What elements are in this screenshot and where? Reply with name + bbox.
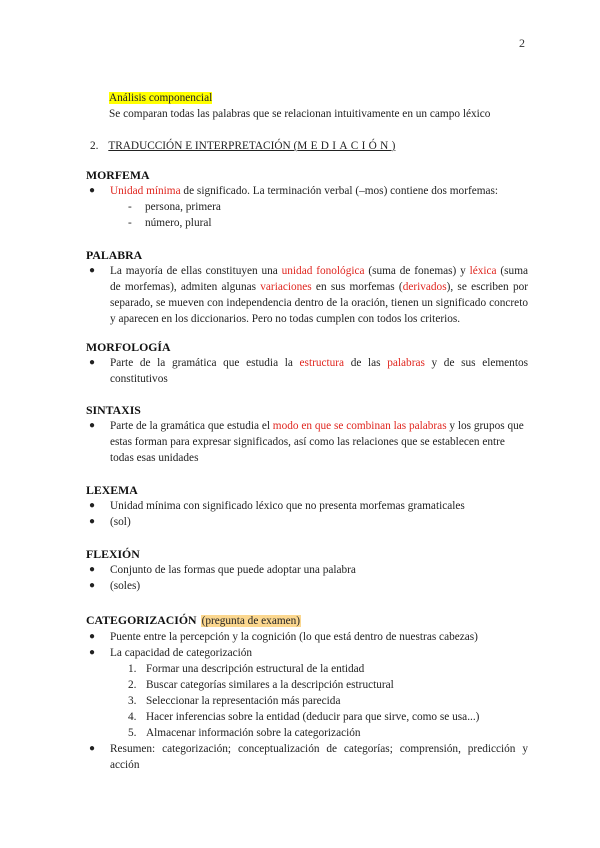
intro-title-highlight: Análisis componencial — [109, 92, 213, 104]
categorizacion-step: 1. Formar una descripción estructural de la entidad — [128, 663, 365, 675]
categorizacion-step: 3. Seleccionar la representación más parecida — [128, 695, 341, 707]
categorizacion-section — [86, 611, 528, 773]
bullet-icon: ● — [89, 580, 96, 591]
categorizacion-heading-row — [86, 611, 528, 629]
categorizacion-step: 5. Almacenar información sobre la categorización — [128, 727, 361, 739]
section-2-number: 2. — [90, 140, 99, 152]
categorizacion-step: 4. Hacer inferencias sobre la entidad (deducir para que sirve, como se usa...) — [128, 711, 480, 723]
section-2-title: TRADUCCIÓN E INTERPRETACIÓN (MEDIACIÓN) — [108, 140, 396, 152]
bullet-icon: ● — [89, 631, 96, 642]
page-number: 2 — [519, 36, 525, 50]
bullet-icon: ● — [89, 647, 96, 658]
flexion-section — [86, 547, 528, 594]
categorizacion-item: ● La capacidad de categorización — [89, 647, 253, 659]
bullet-icon: ● — [89, 564, 96, 575]
bullet-icon: ● — [89, 516, 96, 527]
section-2-heading — [90, 138, 395, 154]
dash-icon: - — [128, 201, 132, 213]
dash-icon: - — [128, 217, 132, 229]
morfema-subitem: - número, plural — [128, 217, 212, 229]
intro-title — [109, 90, 212, 106]
morfema-subitem: - persona, primera — [128, 201, 221, 213]
morfologia-heading: MORFOLOGÍA — [86, 340, 171, 354]
categorizacion-item: ● Resumen: categorización; conceptualización de categorías; comprensión, predicción y acción — [89, 743, 528, 771]
lexema-heading: LEXEMA — [86, 483, 138, 497]
lexema-section — [86, 483, 528, 530]
exam-question-badge: (pregunta de examen) — [201, 615, 301, 627]
lexema-item: ● (sol) — [89, 516, 131, 528]
morfema-item: ● Unidad mínima de significado. La terminación verbal (–mos) contiene dos morfemas: — [89, 185, 499, 197]
bullet-icon: ● — [89, 265, 96, 276]
morfologia-section — [86, 340, 528, 387]
flexion-item: ● Conjunto de las formas que puede adoptar una palabra — [89, 564, 356, 576]
palabra-item: ● La mayoría de ellas constituyen una unidad fonológica (suma de fonemas) y léxica (suma de morfemas), admiten algunas variaciones en sus morfemas (derivados), se escriben por separado, se mueven con independencia dentro de la oración, tienen un significado concreto y aparecen en los diccionarios. Pero no todas cumplen con todos los criterios. — [89, 265, 529, 325]
bullet-icon: ● — [89, 500, 96, 511]
palabra-heading: PALABRA — [86, 248, 143, 262]
palabra-section — [86, 248, 528, 327]
bullet-icon: ● — [89, 743, 96, 754]
flexion-item: ● (soles) — [89, 580, 141, 592]
sintaxis-heading: SINTAXIS — [86, 403, 141, 417]
sintaxis-item: ● Parte de la gramática que estudia el modo en que se combinan las palabras y los grupos que estas forman para expresar significados, así como las relaciones que se establecen entre todas esas unidades — [89, 420, 524, 464]
bullet-icon: ● — [89, 420, 96, 431]
categorizacion-step: 2. Buscar categorías similares a la descripción estructural — [128, 679, 394, 691]
bullet-icon: ● — [89, 357, 96, 368]
lexema-item: ● Unidad mínima con significado léxico que no presenta morfemas gramaticales — [89, 500, 465, 512]
morfologia-item: ● Parte de la gramática que estudia la estructura de las palabras y de sus elementos constitutivos — [89, 357, 529, 385]
sintaxis-section — [86, 403, 528, 466]
bullet-icon: ● — [89, 185, 96, 196]
morfema-heading: MORFEMA — [86, 168, 150, 182]
categorizacion-heading: CATEGORIZACIÓN — [86, 613, 197, 627]
categorizacion-item: ● Puente entre la percepción y la cognición (lo que está dentro de nuestras cabezas) — [89, 631, 478, 643]
flexion-heading: FLEXIÓN — [86, 547, 140, 561]
morfema-section — [86, 168, 528, 231]
intro-description: Se comparan todas las palabras que se relacionan intuitivamente en un campo léxico — [109, 108, 491, 120]
